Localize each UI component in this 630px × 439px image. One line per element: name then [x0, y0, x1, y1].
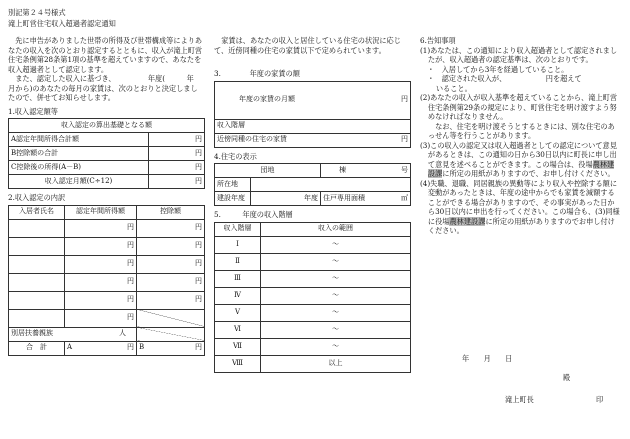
table-row: 収入認定月額(C÷12) 円: [9, 175, 205, 189]
notice-item-2: (2)あなたの収入が収入基準を超えていることから、滝上町営住宅条例第29条の規定により、町営住宅を明け渡すよう努めなければなりません。: [420, 93, 618, 121]
income-basis-table: [8, 118, 205, 189]
notice-bullet-cont: いること。: [435, 83, 472, 93]
income-basis-header: 収入認定の算出基礎となる額: [9, 119, 205, 133]
notice-title: 6.告知事項: [420, 36, 456, 45]
table-row: 円 円: [9, 273, 205, 291]
section-5-title: 5. 年度の収入階層: [214, 210, 293, 219]
seal-mark: 印: [596, 395, 604, 404]
notice-bullet: ・ 入居してから3年を経過していること。: [427, 64, 569, 74]
rent-table: 年度の家賃の月額 円 収入階層 近傍同種の住宅の家賃 円: [214, 81, 411, 148]
table-row: Ⅵ ～: [215, 321, 411, 338]
table-row: C控除後の所得(A－B) 円: [9, 161, 205, 175]
table-row: Ⅲ ～: [215, 270, 411, 287]
section-3-title: 3. 年度の家賃の額: [214, 69, 300, 78]
left-column: [8, 36, 216, 356]
notice-bullet: ・ 認定された収入が、 円を超えて: [427, 74, 582, 83]
notice-item-3: (3)この収入の認定又は収入超過者としての認定について意見があるときは、この通知の日から30日以内に町長に申し出て意見を述べることができます。この場合は、役場農林建設課に所定の用紙がありますので、お申し付けください。: [420, 140, 617, 178]
notice-item-1: (1)あなたは、この通知により収入超過者として認定されましたが、収入超過者の認定基準は、次のとおりです。: [420, 45, 618, 64]
table-row: Ⅷ 以上: [215, 355, 411, 372]
section-1-title: 1.収入認定額等: [8, 106, 58, 116]
mayor-title: 滝上町長: [505, 395, 534, 404]
notice-column: [420, 36, 620, 236]
table-row: 円: [9, 309, 205, 327]
notice-item-2-note: なお、住宅を明け渡そうとするときには、別な住宅のあっせん等を行うことがあります。: [427, 121, 615, 140]
department-highlight: 農林建設課: [449, 216, 486, 226]
table-row: Ⅰ ～: [215, 236, 411, 253]
dependent-row: 別居扶養親族 人: [9, 327, 205, 341]
income-stage-table: 収入階層 収入の範囲 Ⅰ ～ Ⅱ ～ Ⅲ ～ Ⅳ ～ Ⅴ ～ Ⅵ ～ Ⅶ ～ Ⅷ 以上: [214, 222, 411, 373]
table-row: 円 円: [9, 255, 205, 273]
income-breakdown-table: 入居者氏名 認定年間所得額 控除額 円 円 円 円 円 円 円 円 円 円 円 別居扶養親族 人 合 計 A 円 B 円: [8, 205, 205, 356]
section-2-title: 2.収入認定の内訳: [8, 193, 66, 202]
middle-column: [214, 36, 410, 373]
addressee-suffix: 殿: [563, 373, 571, 382]
total-row: 合 計 A 円 B 円: [9, 341, 205, 355]
table-row: Ⅱ ～: [215, 253, 411, 270]
form-number: 別記第２４号様式: [8, 8, 66, 17]
table-row: 円 円: [9, 291, 205, 309]
notice-item-4: (4)失職、退職、同居親族の異動等により収入や控除する額に変動があったときは、年度の途中からでも家賃を減額することができる場合がありますので、その事実があった日から30日以内に申出を行ってください。この場合も、(3)同様に役場農林建設課に所定の用紙がありますのでお申し付けください。: [420, 178, 620, 235]
issue-date: 年 月 日: [462, 354, 513, 363]
table-row: Ⅶ ～: [215, 338, 411, 355]
table-row: B控除額の合計 円: [9, 147, 205, 161]
rent-decision-paragraph: また、認定した収入に基づき、 年度( 年 月から)のあなたの毎月の家賃は、次のとおりと決定しましたので、併せてお知らせします。: [8, 74, 216, 102]
section-4-title: 4.住宅の表示: [214, 151, 257, 161]
department-highlight: 農林建設課: [427, 159, 615, 178]
table-row: Ⅳ ～: [215, 287, 411, 304]
housing-table: 団地 棟 号 所在地 建設年度 年度 住戸専用面積 ㎡: [214, 163, 411, 206]
document-title: 滝上町営住宅収入超過者認定通知: [8, 19, 116, 28]
table-row: Ⅴ ～: [215, 304, 411, 321]
table-row: 円 円: [9, 219, 205, 237]
intro-paragraph: 先に申告がありました世帯の所得及び世帯構成等によりあなたの収入を次のとおり認定するとともに、収入が滝上町営住宅条例第28条第1項の基準を超えていますので、あなたを収入超過者として認定します。: [8, 36, 203, 74]
table-row: A認定年間所得合計額 円: [9, 133, 205, 147]
rent-explanation: 家賃は、あなたの収入と居住している住宅の状況に応じて、近傍同種の住宅の家賃以下で定められています。: [214, 36, 401, 55]
table-row: 円 円: [9, 237, 205, 255]
